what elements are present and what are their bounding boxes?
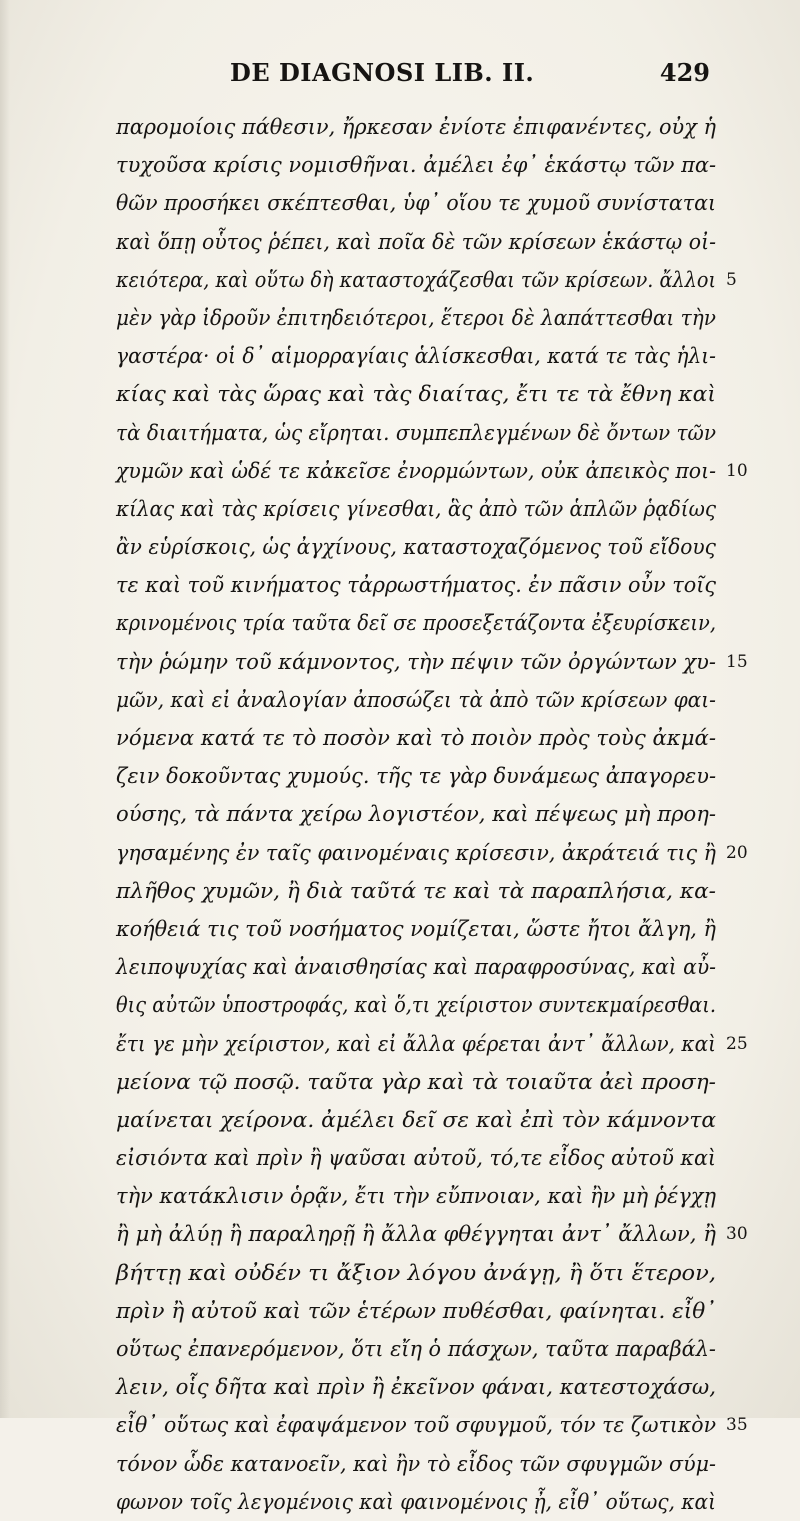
line-text: φωνον τοῖς λεγομένοις καὶ φαινομένοις ᾖ, εἶθ᾽ οὕτως, καὶ (116, 1489, 716, 1514)
text-line (116, 490, 720, 528)
text-line (116, 834, 748, 872)
text-line (116, 1254, 720, 1292)
text-line (116, 108, 720, 146)
text-line (116, 223, 720, 261)
text-line (116, 1101, 720, 1139)
text-line (116, 1445, 720, 1483)
line-text: θις αὐτῶν ὑποστροφάς, καὶ ὅ,τι χείριστον συντεκμαίρεσθαι. (116, 993, 717, 1018)
line-text: οὕτως ἐπανερόμενον, ὅτι εἴη ὁ πάσχων, ταῦτα παραβάλ- (116, 1337, 716, 1361)
text-line (116, 757, 720, 795)
line-text: κοήθειά τις τοῦ νοσήματος νομίζεται, ὥστε ἤτοι ἄλγη, ἢ (116, 916, 716, 941)
text-line (116, 1063, 720, 1101)
line-text: γαστέρα· οἱ δ᾽ αἱμορραγίαις ἁλίσκεσθαι, κατά τε τὰς ἡλι- (116, 344, 717, 369)
greek-text-block (116, 108, 748, 1521)
text-line (116, 184, 720, 222)
line-number: 10 (726, 460, 748, 481)
line-text: τόνον ὧδε κατανοεῖν, καὶ ἢν τὸ εἶδος τῶν σφυγμῶν σύμ- (116, 1451, 717, 1476)
text-line (116, 299, 720, 337)
line-text: εἶθ᾽ οὕτως καὶ ἐφαψάμενον τοῦ σφυγμοῦ, τόν τε ζωτικὸν (116, 1413, 717, 1438)
line-text: τὴν ῥώμην τοῦ κάμνοντος, τὴν πέψιν τῶν ὀργώντων χυ- (116, 649, 716, 674)
line-text: τὰ διαιτήματα, ὡς εἴρηται. συμπεπλεγμένων δὲ ὄντων τῶν (116, 420, 716, 445)
line-number: 5 (726, 269, 737, 290)
line-text: χυμῶν καὶ ὡδέ τε κἀκεῖσε ἐνορμώντων, οὐκ ἀπεικὸς ποι- (116, 458, 717, 483)
line-text: παρομοίοις πάθεσιν, ἤρκεσαν ἐνίοτε ἐπιφανέντες, οὐχ ἡ (116, 115, 717, 139)
line-text: μῶν, καὶ εἰ ἀναλογίαν ἀποσώζει τὰ ἀπὸ τῶν κρίσεων φαι- (116, 687, 716, 712)
text-line (116, 910, 720, 948)
line-text: κρινομένοις τρία ταῦτα δεῖ σε προσεξετάζοντα ἐξευρίσκειν, (116, 611, 717, 636)
line-text: βήττῃ καὶ οὐδέν τι ἄξιον λόγου ἀνάγῃ, ἢ ὅτι ἕτερον, (116, 1260, 716, 1285)
text-line (116, 566, 720, 604)
text-line (116, 1483, 720, 1521)
text-line (116, 414, 720, 452)
line-text: ἂν εὑρίσκοις, ὡς ἀγχίνους, καταστοχαζόμενος τοῦ εἴδους (116, 535, 716, 560)
line-text: πρὶν ἢ αὐτοῦ καὶ τῶν ἑτέρων πυθέσθαι, φαίνηται. εἶθ᾽ (116, 1298, 717, 1323)
line-text: κειότερα, καὶ οὕτω δὴ καταστοχάζεσθαι τῶν κρίσεων. ἄλλοι (116, 267, 716, 292)
line-text: καὶ ὅπῃ οὗτος ῥέπει, καὶ ποῖα δὲ τῶν κρίσεων ἑκάστῳ οἰ- (116, 229, 716, 254)
text-line (116, 948, 720, 986)
text-line (116, 375, 720, 413)
text-line (116, 1177, 720, 1215)
line-text: νόμενα κατά τε τὸ ποσὸν καὶ τὸ ποιὸν πρὸς τοὺς ἀκμά- (116, 726, 716, 750)
line-text: κίλας καὶ τὰς κρίσεις γίνεσθαι, ἃς ἀπὸ τῶν ἁπλῶν ῥᾳδίως (116, 496, 717, 521)
line-number: 30 (726, 1224, 748, 1245)
text-line (116, 1215, 748, 1253)
line-text: γησαμένης ἐν ταῖς φαινομέναις κρίσεσιν, ἀκράτειά τις ἢ (116, 840, 717, 865)
line-text: κίας καὶ τὰς ὥρας καὶ τὰς διαίτας, ἔτι τε τὰ ἔθνη καὶ (116, 382, 716, 407)
text-line (116, 1292, 720, 1330)
text-line (116, 604, 720, 642)
text-line (116, 1025, 748, 1063)
line-text: ζειν δοκοῦντας χυμούς. τῆς τε γὰρ δυνάμεως ἀπαγορευ- (116, 764, 717, 789)
text-line (116, 452, 748, 490)
line-number: 25 (726, 1033, 748, 1054)
text-line (116, 1368, 720, 1406)
running-head: DE DIAGNOSI LIB. II. (230, 58, 535, 87)
line-text: λειν, οἷς δῆτα καὶ πρὶν ἢ ἐκεῖνον φάναι, κατεστοχάσω, (116, 1375, 716, 1400)
text-line (116, 986, 720, 1024)
line-text: τε καὶ τοῦ κινήματος τἀρρωστήματος. ἐν πᾶσιν οὖν τοῖς (116, 573, 717, 598)
spine-shadow (0, 0, 10, 1418)
text-line (116, 337, 720, 375)
line-number: 15 (726, 651, 748, 672)
line-text: μείονα τῷ ποσῷ. ταῦτα γὰρ καὶ τὰ τοιαῦτα ἀεὶ προση- (116, 1069, 716, 1094)
line-text: τὴν κατάκλισιν ὁρᾷν, ἔτι τὴν εὔπνοιαν, καὶ ἢν μὴ ῥέγχῃ (116, 1184, 717, 1209)
page-header (110, 58, 710, 88)
text-line (116, 872, 720, 910)
line-text: ἔτι γε μὴν χείριστον, καὶ εἰ ἄλλα φέρεται ἀντ᾽ ἄλλων, καὶ (116, 1031, 716, 1056)
text-line (116, 1330, 720, 1368)
page-number: 429 (659, 58, 710, 87)
line-text: λειποψυχίας καὶ ἀναισθησίας καὶ παραφροσύνας, καὶ αὖ- (116, 955, 717, 980)
text-line (116, 719, 720, 757)
line-text: μαίνεται χείρονα. ἀμέλει δεῖ σε καὶ ἐπὶ τὸν κάμνοντα (116, 1107, 717, 1132)
line-text: πλῆθος χυμῶν, ἢ διὰ ταῦτά τε καὶ τὰ παραπλήσια, κα- (116, 878, 717, 903)
text-line (116, 528, 720, 566)
text-line (116, 643, 748, 681)
line-text: θῶν προσήκει σκέπτεσθαι, ὑφ᾽ οἵου τε χυμοῦ συνίσταται (116, 191, 717, 216)
text-line (116, 1406, 748, 1444)
line-number: 20 (726, 842, 748, 863)
line-text: ούσης, τὰ πάντα χείρω λογιστέον, καὶ πέψεως μὴ προη- (116, 802, 717, 827)
line-text: ἢ μὴ ἀλύῃ ἢ παραληρῇ ἢ ἄλλα φθέγγηται ἀντ᾽ ἄλλων, ἢ (116, 1222, 716, 1247)
line-text: τυχοῦσα κρίσις νομισθῆναι. ἀμέλει ἐφ᾽ ἑκάστῳ τῶν πα- (116, 153, 717, 178)
text-line (116, 681, 720, 719)
text-line (116, 795, 720, 833)
text-line (116, 261, 737, 299)
text-line (116, 146, 720, 184)
line-text: εἰσιόντα καὶ πρὶν ἢ ψαῦσαι αὐτοῦ, τό,τε εἶδος αὐτοῦ καὶ (116, 1146, 717, 1171)
line-text: μὲν γὰρ ἱδροῦν ἐπιτηδειότεροι, ἕτεροι δὲ λαπάττεσθαι τὴν (116, 305, 716, 330)
line-number: 35 (726, 1415, 748, 1436)
text-line (116, 1139, 720, 1177)
